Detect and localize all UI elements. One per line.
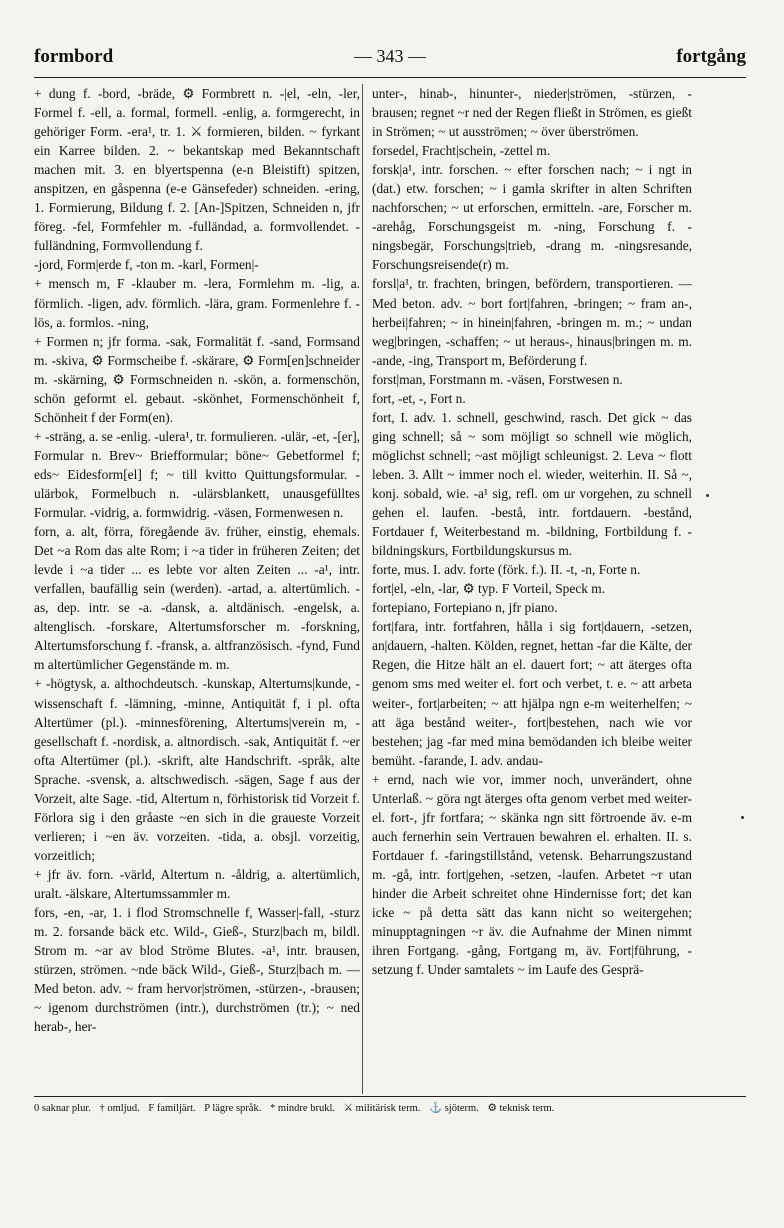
dictionary-entry: fort, I. adv. 1. schnell, geschwind, rasch. Det gick ~ das ging schnell; så ~ som möjligt so schnell wie möglich, möglichst schnell; ~ast möjligt schleunigst. 2. Leva ~ flott leben. 3. Allt ~ immer noch el. wieder, weiterhin. II. Så ~, konj. sobald, wie. -a¹ sig, refl. om ur vorgehen, zu schnell gehen el. laufen. -bestå, intr. fortdauern. -bestånd, Fortdauer f, Weiterbestand m. -bildning, Fortbildung f. -bildningskurs, Fortbildungskursus m.: [372, 409, 692, 559]
left-column: [34, 84, 360, 1094]
legend-item: ⚙ teknisk term.: [487, 1103, 555, 1114]
legend-item: ⚔ militärisk term.: [343, 1103, 421, 1114]
legend-item: † omljud.: [99, 1103, 140, 1114]
dictionary-entry: fort|fara, intr. fortfahren, hålla i sig fort|dauern, -setzen, an|dauern, -halten. Kölden, regnet, hettan -far die Kälte, der Regen, die Hitze hält an el. dauert fort; ~ att äterges ofta genom sms med weiter el. fort och verbet, t. e. ~ att arbeta weiter-, fort|arbeiten; ~ att hjälpa ngn e-m weiterhelfen; ~ att äga bestånd weiter-, fort|bestehen, nach wie vor bestehen; jag -far med mina bemödanden ich bleibe weiter bemüht. -farande, I. adv. andau-: [372, 619, 692, 768]
dictionary-entry: + jfr äv. forn. -värld, Altertum n. -åldrig, a. altertümlich, uralt. -älskare, Altertumssammler m.: [34, 866, 360, 901]
abbreviation-legend: [34, 1101, 746, 1114]
dictionary-entry: forst|man, Forstmann m. -väsen, Forstwesen n.: [372, 371, 623, 387]
dictionary-entry: forsk|a¹, intr. forschen. ~ efter forschen nach; ~ i ngt in (dat.) etw. forschen; ~ i gamla skrifter in alten Schriften nachforschen; ~ ut erforschen, ermitteln. -are, Forscher m. -arehåg, Forschungsgeist m. -ning, Forschung f. -ningsbegär, Forschungs|trieb, -drang m. -ningsresande, Forschungsreisende(r) m.: [372, 162, 692, 273]
dictionary-entry: + ernd, nach wie vor, immer noch, unverändert, ohne Unterlaß. ~ göra ngt äterges ofta genom verbet med weiter- el. fort-, jfr fortfara; ~ skänka ngn sitt förtroende äv. e-m auch fernerhin sein Vertrauen bewahren el. erhalten. II. s. Fortdauer f. -faringstillstånd, vetensk. Beharrungszustand m. -gå, intr. fort|gehen, -setzen, -laufen. Arbetet ~r utan hinder die Arbeit schreitet ohne Hindernisse fort; det kan icke ~ på detta sätt das kann nicht so weitergehen; minupptagningen ~r äv. die Aufnahme der Minen nimmt ihren Fortgang. -gång, Fortgang m, äv. Fort|führung, -setzung f. Under samtalets ~ im Laufe des Gesprä-: [372, 771, 692, 978]
dictionary-entry: forsl|a¹, tr. frachten, bringen, befördern, transportieren. — Med beton. adv. ~ bort fort|fahren, -bringen; ~ fram an-, herbei|fahren; ~ in hinein|fahren, -bringen m. m.; ~ undan weg|bringen, -schaffen; ~ ut heraus-, hinaus|bringen m. m. -ande, -ing, Transport m, Beförderung f.: [372, 276, 692, 368]
dictionary-entry: forsedel, Fracht|schein, -zettel m.: [372, 143, 551, 159]
dictionary-entry: + dung f. -bord, -bräde, ⚙ Formbrett n. -|el, -eln, -ler, Formel f. -ell, a. formal, formell. -enlig, a. formgerecht, in gehöriger Form. -era¹, tr. 1. ⚔ formieren, bilden. ~ fyrkant ein Karree bilden. 2. ~ bekantskap med Bekanntschaft machen mit. 3. en blyertspenna (e-n Bleistift) spitzen, anspitzen, en gåspenna (e-e Gänsefeder) schneiden. -ering, 1. Formierung, Bildung f. 2. [An-]Spitzen, Schneiden n, jfr föreg. -fel, Formfehler m. -fulländad, a. formvollendet. -fulländning, Formvollendung f.: [34, 86, 360, 254]
legend-item: * mindre brukl.: [269, 1103, 335, 1114]
dictionary-entry: + mensch m, F -klauber m. -lera, Formlehm m. -lig, a. förmlich. -ligen, adv. förmlich. -lära, gram. Formenlehre f. -lös, a. formlos. -ning,: [34, 276, 360, 330]
print-speck: [741, 816, 744, 819]
dictionary-entry: fors, -en, -ar, 1. i flod Stromschnelle f, Wasser|-fall, -sturz m. 2. forsande bäck etc. Wild-, Gieß-, Sturz|bach m, bildl. Strom m. ~ar av blod Ströme Blutes. -a¹, intr. brausen, stürzen, strömen. ~nde bäck Wild-, Gieß-, Sturz|bach m. — Med beton. adv. ~ fram hervor|strömen, -stürzen-, -brausen; ~ igenom durchströmen (intr.), durchströmen (tr.); ~ ned herab-, her-: [34, 905, 360, 1035]
legend-item: P lägre språk.: [204, 1103, 262, 1114]
dictionary-entry: + Formen n; jfr forma. -sak, Formalität f. -sand, Formsand m. -skiva, ⚙ Formscheibe f. -skärare, ⚙ Form[en]schneider m. -skärning, ⚙ Formschneiden n. -skön, a. formenschön, schön geformt el. gebaut. -skönhet, Formenschönheit f, Schönheit f der Form(en).: [34, 333, 360, 425]
header-rule: [34, 77, 746, 78]
page-header: [34, 46, 746, 78]
page-number: — 343 —: [354, 46, 426, 66]
dictionary-entry: fortepiano, Fortepiano n, jfr piano.: [372, 600, 558, 616]
dictionary-entry: + -sträng, a. se -enlig. -ulera¹, tr. formulieren. -ulär, -et, -[er], Formular n. Brev~ Briefformular; böne~ Gebetformel f; eds~ Eidesform[el] f; ~ till kvitto Quittungsformular. -ulärbok, Formelbuch n. -ulärsblankett, unausgefülltes Formular. -vidrig, a. formwidrig. -väsen, Formenwesen n.: [34, 428, 360, 521]
column-divider: [362, 84, 363, 1094]
legend-item: ⚓ sjöterm.: [429, 1103, 479, 1114]
dictionary-entry: + -högtysk, a. althochdeutsch. -kunskap, Altertums|kunde, -wissenschaft f. -lämning, -minne, Antiquität f, i pl. ofta Altertümer (pl.). -minnesförening, Altertums|verein m, -gesellschaft f. -nordisk, a. altnordisch. -sak, Antiquität f. ~er ofta Altertümer (pl.). -skrift, alte Handschrift. -språk, alte Sprache. -svensk, a. altschwedisch. -sägen, Sage f aus der Vorzeit, alte Sage. -tid, Altertum n, förhistorisk tid Vorzeit f. Förlora sig i den gråaste ~en sich in die graueste Vorzeit verlieren; i ~en äv. vorzeiten. -tida, a. obsjl. vorzeitig, vorzeitlich;: [34, 676, 360, 863]
dictionary-entry: forn, a. alt, förra, föregående äv. früher, einstig, ehemals. Det ~a Rom das alte Rom; i ~a tider in früheren Zeiten; det levde i ~a tider ... es lebte vor alten Zeiten ... -a¹, intr. verfallen, baufällig sein (werden). -artad, a. altertümlich. -as, dep. intr. se -a. -dansk, a. altdänisch. -engelsk, a. altenglisch. -forskare, Altertumsforscher m. -forskning, Altertumsforschung f. -fransk, a. altfranzösisch. -fynd, Fund m altertümlicher Gegenstände m. m.: [34, 524, 360, 673]
right-guide-word: fortgång: [676, 46, 746, 67]
dictionary-entry: fort, -et, -, Fort n.: [372, 390, 466, 406]
dictionary-entry: unter-, hinab-, hinunter-, nieder|strömen, -stürzen, -brausen; regnet ~r ned der Regen fließt in Strömen, es gießt in Strömen; ~ ut ausströmen; ~ över überströmen.: [372, 86, 692, 140]
right-column: [372, 84, 692, 1094]
dictionary-entry: fort|el, -eln, -lar, ⚙ typ. F Vorteil, Speck m.: [372, 581, 606, 597]
dictionary-entry: forte, mus. I. adv. forte (förk. f.). II. -t, -n, Forte n.: [372, 562, 641, 578]
dictionary-entry: -jord, Form|erde f, -ton m. -karl, Formen|-: [34, 257, 259, 273]
legend-item: 0 saknar plur.: [34, 1103, 91, 1114]
footer-rule: [34, 1096, 746, 1097]
print-speck: [706, 494, 709, 497]
legend-item: F familjärt.: [148, 1103, 196, 1114]
left-guide-word: formbord: [34, 46, 114, 67]
